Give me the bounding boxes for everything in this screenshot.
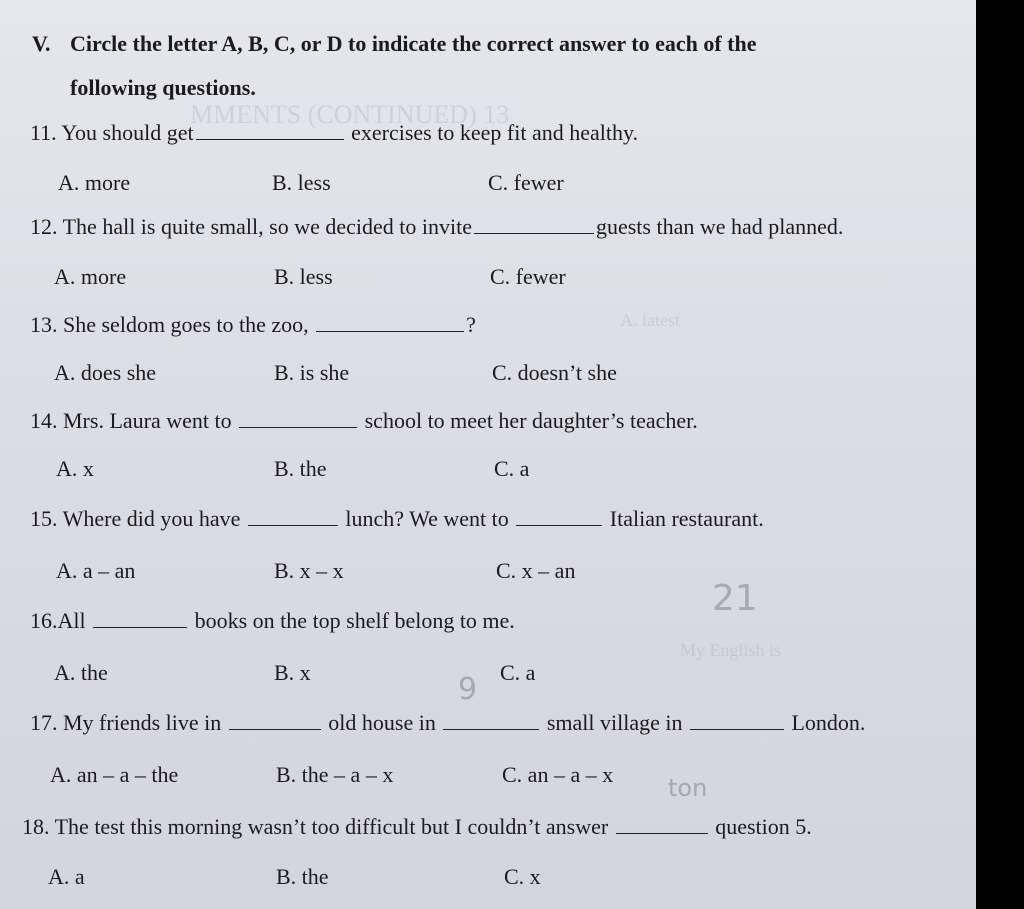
question-13 — [30, 312, 476, 338]
question-number: 15. — [30, 506, 58, 531]
answer-blank[interactable] — [443, 711, 539, 730]
question-number: 11. — [30, 120, 57, 145]
option-c[interactable]: C. a — [494, 456, 530, 481]
option-a[interactable]: A. x — [56, 456, 94, 481]
option-a[interactable]: A. a – an — [56, 558, 136, 583]
question-text: Mrs. Laura went to — [63, 408, 232, 433]
option-a[interactable]: A. does she — [54, 360, 157, 385]
question-text: London. — [791, 710, 866, 735]
option-b[interactable]: B. is she — [274, 360, 350, 385]
option-a[interactable]: A. more — [54, 264, 127, 289]
option-b[interactable]: B. the — [274, 456, 327, 481]
question-text: ? — [466, 312, 476, 337]
answer-blank[interactable] — [616, 815, 708, 834]
question-text: old house in — [328, 710, 436, 735]
pencil-mark: 21 — [712, 578, 758, 619]
question-text: Italian restaurant. — [609, 506, 764, 531]
pencil-mark: 9 — [458, 672, 478, 707]
option-a[interactable]: A. a — [48, 864, 85, 889]
answer-blank[interactable] — [229, 711, 321, 730]
option-c[interactable]: C. x – an — [496, 558, 576, 583]
option-c[interactable]: C. doesn’t she — [492, 360, 617, 385]
question-17 — [30, 710, 865, 736]
dark-border — [976, 0, 1024, 909]
question-text: The hall is quite small, so we decided to invite — [62, 214, 472, 239]
question-text: All — [57, 608, 86, 633]
question-text: My friends live in — [63, 710, 222, 735]
answer-blank[interactable] — [474, 215, 594, 234]
option-c[interactable]: C. an – a – x — [502, 762, 614, 787]
answer-blank[interactable] — [516, 507, 602, 526]
option-b[interactable]: B. x — [274, 660, 311, 685]
question-text: She seldom goes to the zoo, — [63, 312, 309, 337]
question-14 — [30, 408, 698, 434]
question-number: 17. — [30, 710, 58, 735]
option-c[interactable]: C. x — [504, 864, 541, 889]
question-number: 13. — [30, 312, 58, 337]
question-number: 18. — [22, 814, 50, 839]
question-text: books on the top shelf belong to me. — [194, 608, 515, 633]
question-text: You should get — [61, 120, 194, 145]
option-c[interactable]: C. a — [500, 660, 536, 685]
option-c[interactable]: C. fewer — [490, 264, 566, 289]
section-instruction — [32, 22, 932, 110]
question-text: question 5. — [715, 814, 812, 839]
question-text: small village in — [546, 710, 683, 735]
option-b[interactable]: B. x – x — [274, 558, 344, 583]
question-text: guests than we had planned. — [595, 214, 844, 239]
question-number: 14. — [30, 408, 58, 433]
question-16 — [30, 608, 515, 634]
option-b[interactable]: B. less — [274, 264, 333, 289]
question-12 — [30, 214, 843, 240]
question-15 — [30, 506, 764, 532]
option-c[interactable]: C. fewer — [488, 170, 564, 195]
answer-blank[interactable] — [93, 609, 187, 628]
question-18 — [22, 814, 812, 840]
option-a[interactable]: A. an – a – the — [50, 762, 179, 787]
answer-blank[interactable] — [248, 507, 338, 526]
answer-blank[interactable] — [196, 121, 344, 140]
option-a[interactable]: A. the — [54, 660, 108, 685]
question-11 — [30, 120, 638, 146]
instruction-line-2: following questions. — [70, 75, 256, 100]
answer-blank[interactable] — [316, 313, 464, 332]
instruction-line-1: Circle the letter A, B, C, or D to indicate the correct answer to each of the — [70, 31, 757, 56]
answer-blank[interactable] — [690, 711, 784, 730]
pencil-mark: ton — [668, 774, 708, 802]
option-b[interactable]: B. less — [272, 170, 331, 195]
option-a[interactable]: A. more — [58, 170, 131, 195]
question-text: The test this morning wasn’t too difficult but I couldn’t answer — [54, 814, 609, 839]
section-number: V. — [32, 31, 51, 56]
option-b[interactable]: B. the — [276, 864, 329, 889]
option-b[interactable]: B. the – a – x — [276, 762, 394, 787]
question-text: lunch? We went to — [345, 506, 509, 531]
answer-blank[interactable] — [239, 409, 357, 428]
question-number: 16. — [30, 608, 58, 633]
question-number: 12. — [30, 214, 58, 239]
question-text: exercises to keep fit and healthy. — [351, 120, 639, 145]
question-text: Where did you have — [62, 506, 241, 531]
question-text: school to meet her daughter’s teacher. — [364, 408, 698, 433]
